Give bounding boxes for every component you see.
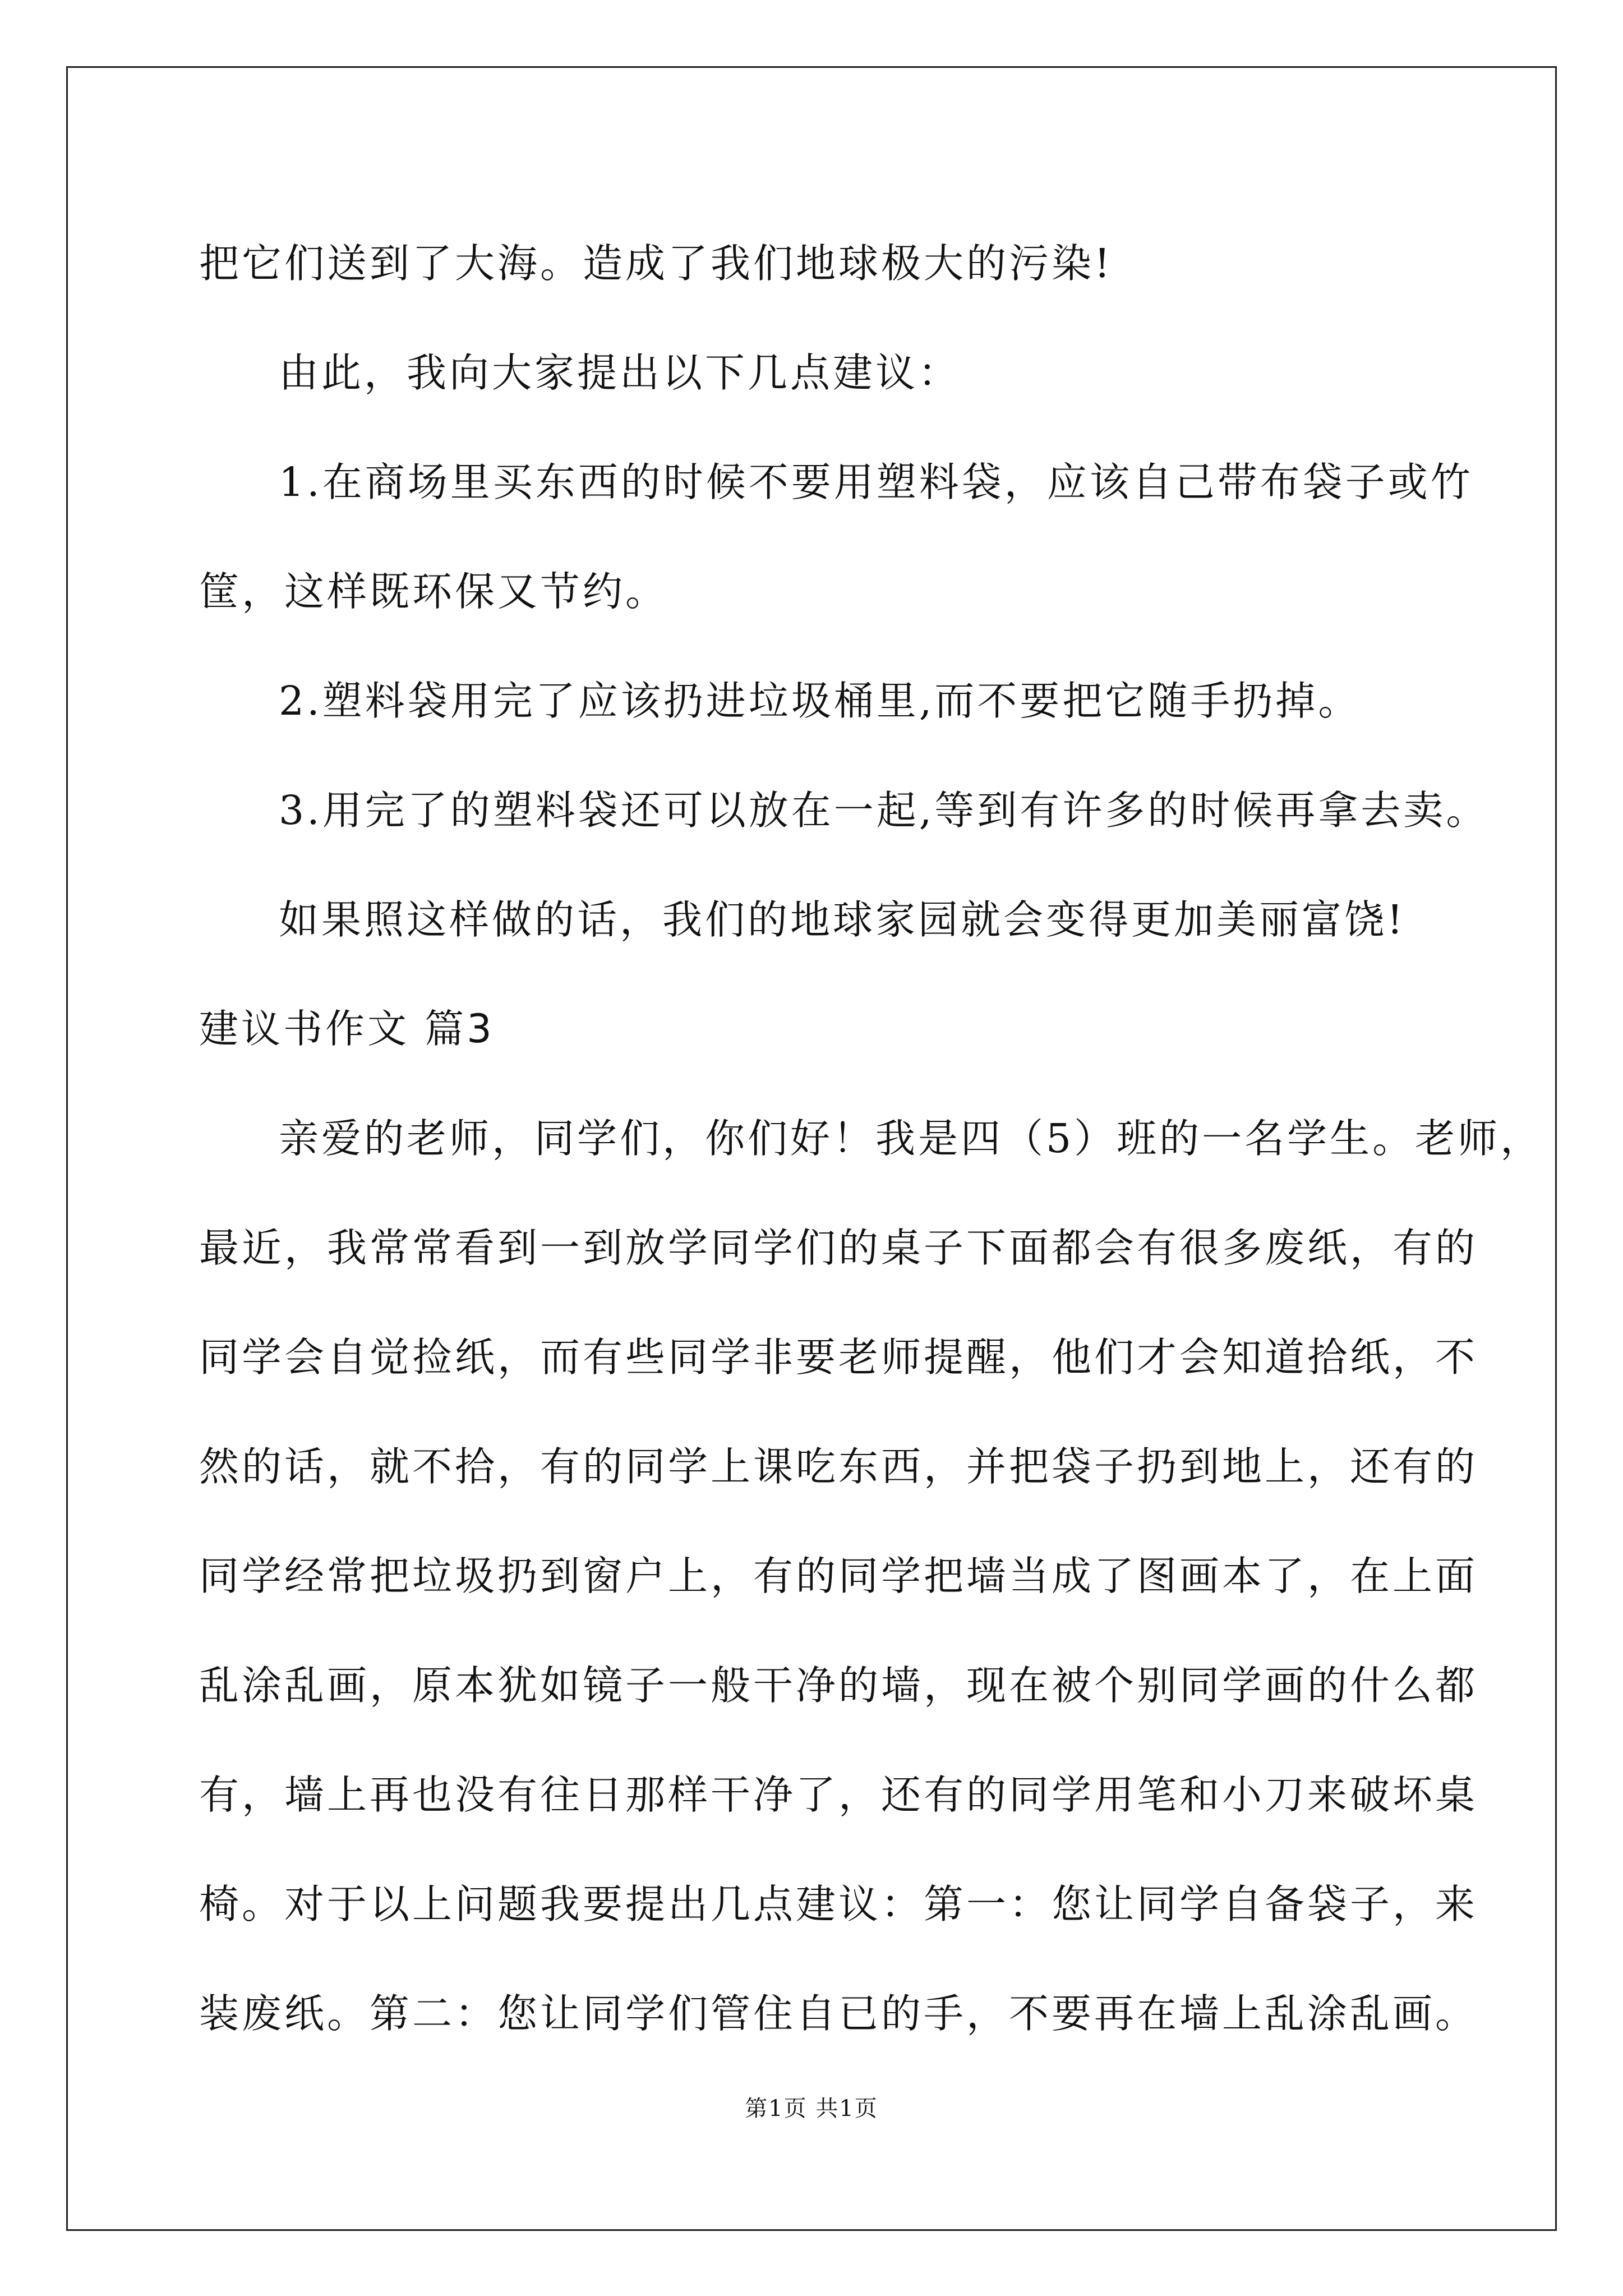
text-line: 把它们送到了大海。造成了我们地球极大的污染! [199,240,1113,287]
page-footer: 第1页 共1页 [745,2096,878,2122]
text-line: 椅。对于以上问题我要提出几点建议：第一：您让同学自备袋子，来 [199,1881,1478,1927]
text-line: 有，墙上再也没有往日那样干净了，还有的同学用笔和小刀来破坏桌 [199,1772,1478,1818]
text-line: 如果照这样做的话，我们的地球家园就会变得更加美丽富饶! [279,896,1406,943]
text-line: 乱涂乱画，原本犹如镜子一般干净的墙，现在被个别同学画的什么都 [199,1662,1478,1709]
text-line: 装废纸。第二：您让同学们管住自已的手，不要再在墙上乱涂乱画。 [199,1990,1478,2037]
section-heading: 建议书作文 篇3 [199,1006,495,1052]
text-line: 3.用完了的塑料袋还可以放在一起,等到有许多的时候再拿去卖。 [279,787,1489,834]
text-line: 同学会自觉捡纸，而有些同学非要老师提醒，他们才会知道拾纸，不 [199,1334,1478,1381]
text-line: 由此，我向大家提出以下几点建议： [279,349,961,396]
text-line: 2.塑料袋用完了应该扔进垃圾桶里,而不要把它随手扔掉。 [279,678,1361,724]
text-line: 1.在商场里买东西的时候不要用塑料袋，应该自己带布袋子或竹 [279,459,1473,505]
document-body [199,209,1543,2068]
text-line: 同学经常把垃圾扔到窗户上，有的同学把墙当成了图画本了，在上面 [199,1553,1478,1599]
text-line: 亲爱的老师，同学们，你们好！我是四（5）班的一名学生。老师， [279,1115,1543,1162]
text-line: 然的话，就不拾，有的同学上课吃东西，并把袋子扔到地上，还有的 [199,1443,1478,1490]
text-line: 筐，这样既环保又节约。 [199,568,668,615]
text-line: 最近，我常常看到一到放学同学们的桌子下面都会有很多废纸，有的 [199,1225,1478,1271]
